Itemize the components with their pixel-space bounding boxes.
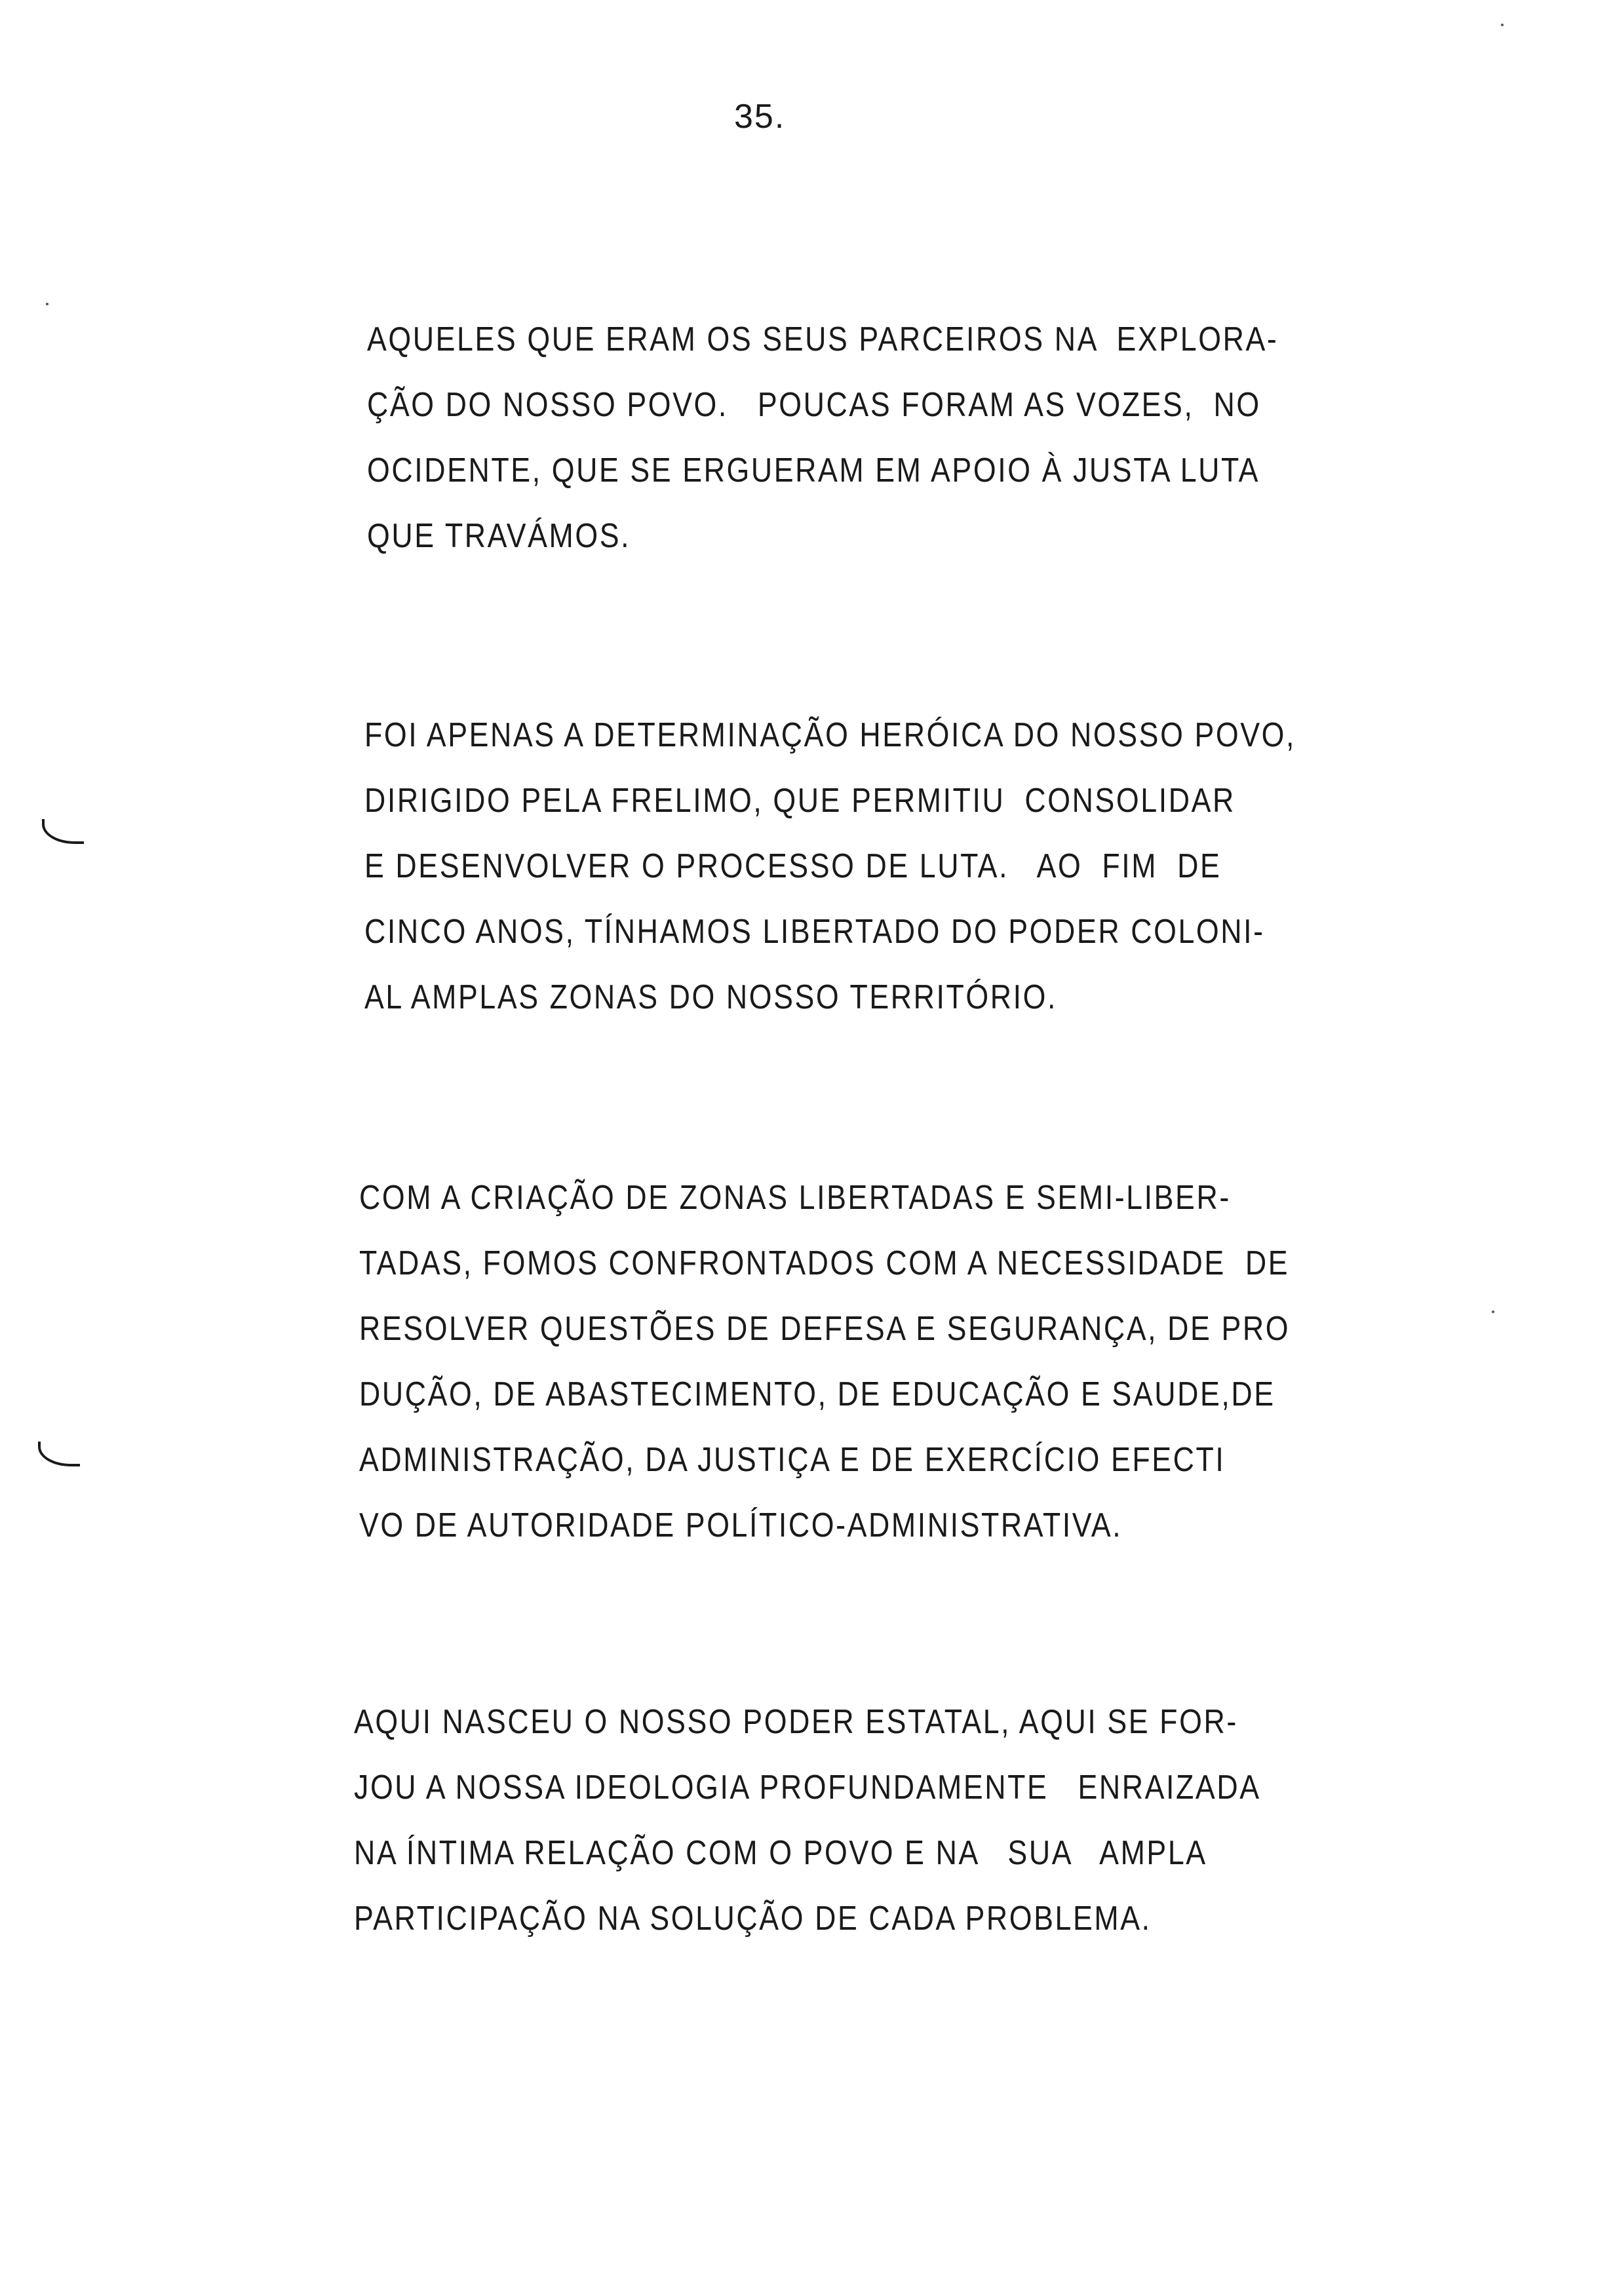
- text-line: AQUELES QUE ERAM OS SEUS PARCEIROS NA EXPLORA-: [367, 320, 1279, 358]
- text-line: OCIDENTE, QUE SE ERGUERAM EM APOIO À JUSTA LUTA: [367, 451, 1260, 489]
- text-line: PARTICIPAÇÃO NA SOLUÇÃO DE CADA PROBLEMA.: [354, 1900, 1152, 1938]
- text-line: RESOLVER QUESTÕES DE DEFESA E SEGURANÇA, DE PRO: [359, 1310, 1291, 1348]
- margin-mark: [38, 1442, 80, 1466]
- text-line: AQUI NASCEU O NOSSO PODER ESTATAL, AQUI SE FOR-: [354, 1703, 1238, 1741]
- text-line: COM A CRIAÇÃO DE ZONAS LIBERTADAS E SEMI-LIBER-: [359, 1179, 1231, 1217]
- text-line: CINCO ANOS, TÍNHAMOS LIBERTADO DO PODER COLONI-: [364, 913, 1265, 951]
- text-line: DIRIGIDO PELA FRELIMO, QUE PERMITIU CONSOLIDAR: [364, 782, 1236, 820]
- scan-speck: [1501, 24, 1504, 26]
- text-line: VO DE AUTORIDADE POLÍTICO-ADMINISTRATIVA.: [359, 1506, 1123, 1544]
- page-number: 35.: [734, 98, 786, 136]
- text-line: ÇÃO DO NOSSO POVO. POUCAS FORAM AS VOZES, NO: [367, 386, 1261, 424]
- text-line: QUE TRAVÁMOS.: [367, 517, 631, 555]
- scan-speck: [1492, 1311, 1494, 1313]
- text-line: FOI APENAS A DETERMINAÇÃO HERÓICA DO NOSSO POVO,: [364, 716, 1296, 754]
- text-line: JOU A NOSSA IDEOLOGIA PROFUNDAMENTE ENRAIZADA: [354, 1769, 1261, 1807]
- margin-mark: [42, 819, 84, 844]
- text-line: DUÇÃO, DE ABASTECIMENTO, DE EDUCAÇÃO E SAUDE,DE: [359, 1375, 1275, 1413]
- text-line: E DESENVOLVER O PROCESSO DE LUTA. AO FIM DE: [364, 847, 1222, 885]
- scan-speck: [46, 303, 49, 305]
- text-line: NA ÍNTIMA RELAÇÃO COM O POVO E NA SUA AMPLA: [354, 1834, 1207, 1872]
- text-line: ADMINISTRAÇÃO, DA JUSTIÇA E DE EXERCÍCIO EFECTI: [359, 1441, 1226, 1479]
- text-line: TADAS, FOMOS CONFRONTADOS COM A NECESSIDADE DE: [359, 1244, 1290, 1282]
- text-line: AL AMPLAS ZONAS DO NOSSO TERRITÓRIO.: [364, 978, 1058, 1016]
